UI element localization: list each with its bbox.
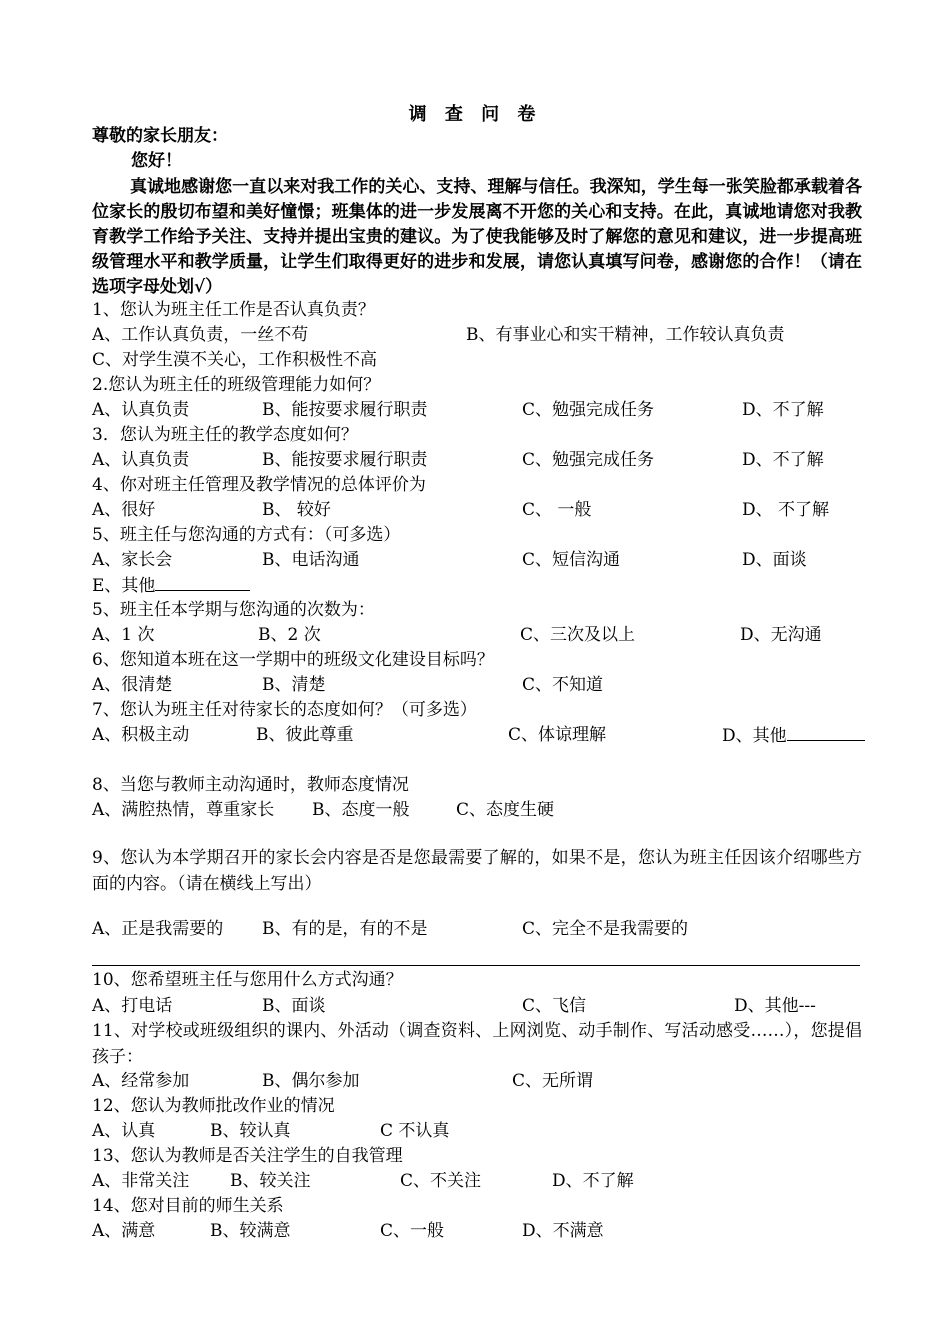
q12-option-c[interactable]: C 不认真: [380, 1121, 450, 1141]
q7-option-a[interactable]: A、积极主动: [92, 725, 190, 745]
q5-option-b[interactable]: B、电话沟通: [262, 550, 360, 570]
q5-option-a[interactable]: A、家长会: [92, 550, 173, 570]
q3-option-c[interactable]: C、勉强完成任务: [522, 450, 655, 470]
q7-other-blank[interactable]: [787, 724, 865, 741]
q13-option-d[interactable]: D、不了解: [552, 1171, 634, 1191]
q2-option-a[interactable]: A、认真负责: [92, 400, 190, 420]
q5-other-blank[interactable]: [155, 574, 250, 591]
q11-option-c[interactable]: C、无所谓: [512, 1071, 594, 1091]
page-title: 调 查 问 卷: [408, 104, 542, 125]
question-12: 12、您认为教师批改作业的情况: [92, 1096, 335, 1116]
q14-option-b[interactable]: B、较满意: [210, 1221, 291, 1241]
q7-option-d-label: D、其他: [722, 726, 787, 746]
q1-option-c[interactable]: C、对学生漠不关心，工作积极性不高: [92, 350, 378, 370]
question-3: 3．您认为班主任的教学态度如何？: [92, 425, 358, 445]
question-8: 8、当您与教师主动沟通时，教师态度情况: [92, 775, 409, 795]
q9-option-c[interactable]: C、完全不是我需要的: [522, 919, 689, 939]
q7-option-d[interactable]: [722, 724, 865, 747]
q6-option-b[interactable]: B、清楚: [262, 675, 326, 695]
q10-option-a[interactable]: A、打电话: [92, 996, 173, 1016]
q6-option-a[interactable]: A、很清楚: [92, 675, 173, 695]
q1-option-a[interactable]: A、工作认真负责，一丝不苟: [92, 325, 309, 345]
question-5b: 5、班主任本学期与您沟通的次数为：: [92, 600, 375, 620]
q5b-option-b[interactable]: B、2 次: [258, 625, 321, 645]
question-13: 13、您认为教师是否关注学生的自我管理: [92, 1146, 403, 1166]
q4-option-a[interactable]: A、很好: [92, 500, 156, 520]
q3-option-b[interactable]: B、能按要求履行职责: [262, 450, 428, 470]
question-14: 14、您对目前的师生关系: [92, 1196, 284, 1216]
q14-option-d[interactable]: D、不满意: [522, 1221, 604, 1241]
q10-option-b[interactable]: B、面谈: [262, 996, 326, 1016]
q4-option-b[interactable]: B、 较好: [262, 500, 331, 520]
q5-option-d[interactable]: D、面谈: [742, 550, 807, 570]
question-10: 10、您希望班主任与您用什么方式沟通？: [92, 970, 403, 990]
greeting: 尊敬的家长朋友：: [92, 126, 228, 146]
q6-option-c[interactable]: C、不知道: [522, 675, 604, 695]
q5b-option-a[interactable]: A、1 次: [92, 625, 155, 645]
q1-option-b[interactable]: B、有事业心和实干精神，工作较认真负责: [466, 325, 785, 345]
q5-option-e[interactable]: [92, 574, 250, 597]
q2-option-c[interactable]: C、勉强完成任务: [522, 400, 655, 420]
question-4: 4、你对班主任管理及教学情况的总体评价为: [92, 475, 426, 495]
question-2: 2.您认为班主任的班级管理能力如何？: [92, 375, 381, 395]
hello-text: 您好！: [131, 151, 182, 171]
q3-option-a[interactable]: A、认真负责: [92, 450, 190, 470]
q10-option-d[interactable]: D、其他---: [734, 996, 816, 1016]
q2-option-d[interactable]: D、不了解: [742, 400, 824, 420]
q10-option-c[interactable]: C、飞信: [522, 996, 587, 1016]
q5-option-e-label: E、其他: [92, 576, 156, 596]
question-6: 6、您知道本班在这一学期中的班级文化建设目标吗？: [92, 650, 494, 670]
q7-option-c[interactable]: C、体谅理解: [508, 725, 607, 745]
q12-option-a[interactable]: A、认真: [92, 1121, 156, 1141]
intro-paragraph: 真诚地感谢您一直以来对我工作的关心、支持、理解与信任。我深知，学生每一张笑脸都承载着各位家长的殷切布望和美好憧憬；班集体的进一步发展离不开您的关心和支持。在此，真诚地请您对我教育教学工作给予关注、支持并提出宝贵的建议。为了使我能够及时了解您的意见和建议，进一步提高班级管理水平和教学质量，让学生们取得更好的进步和发展，请您认真填写问卷，感谢您的合作！（请在选项字母处划√）: [92, 177, 862, 297]
q14-option-c[interactable]: C、一般: [380, 1221, 445, 1241]
q4-option-d[interactable]: D、 不了解: [742, 500, 830, 520]
q13-option-a[interactable]: A、非常关注: [92, 1171, 190, 1191]
q9-option-a[interactable]: A、正是我需要的: [92, 919, 224, 939]
q13-option-c[interactable]: C、不关注: [400, 1171, 482, 1191]
q14-option-a[interactable]: A、满意: [92, 1221, 156, 1241]
q9-answer-line[interactable]: [92, 965, 860, 966]
q8-option-a[interactable]: A、满腔热情，尊重家长: [92, 800, 275, 820]
q7-option-b[interactable]: B、彼此尊重: [256, 725, 354, 745]
q4-option-c[interactable]: C、 一般: [522, 500, 592, 520]
question-11: 11、对学校或班级组织的课内、外活动（调查资料、上网浏览、动手制作、写活动感受……），您提倡孩子：: [92, 1021, 862, 1067]
q8-option-b[interactable]: B、态度一般: [312, 800, 410, 820]
q11-option-b[interactable]: B、偶尔参加: [262, 1071, 360, 1091]
q13-option-b[interactable]: B、较关注: [230, 1171, 311, 1191]
q12-option-b[interactable]: B、较认真: [210, 1121, 291, 1141]
q5-option-c[interactable]: C、短信沟通: [522, 550, 621, 570]
q5b-option-d[interactable]: D、无沟通: [740, 625, 822, 645]
q8-option-c[interactable]: C、态度生硬: [456, 800, 555, 820]
q5b-option-c[interactable]: C、三次及以上: [520, 625, 636, 645]
question-9: 9、您认为本学期召开的家长会内容是否是您最需要了解的，如果不是，您认为班主任因该介绍哪些方面的内容。（请在横线上写出）: [92, 848, 862, 894]
question-5: 5、班主任与您沟通的方式有：（可多选）: [92, 525, 401, 545]
q2-option-b[interactable]: B、能按要求履行职责: [262, 400, 428, 420]
question-7: 7、您认为班主任对待家长的态度如何？（可多选）: [92, 700, 477, 720]
q9-option-b[interactable]: B、有的是，有的不是: [262, 919, 428, 939]
q11-option-a[interactable]: A、经常参加: [92, 1071, 190, 1091]
q3-option-d[interactable]: D、不了解: [742, 450, 824, 470]
question-1: 1、您认为班主任工作是否认真负责？: [92, 300, 375, 320]
